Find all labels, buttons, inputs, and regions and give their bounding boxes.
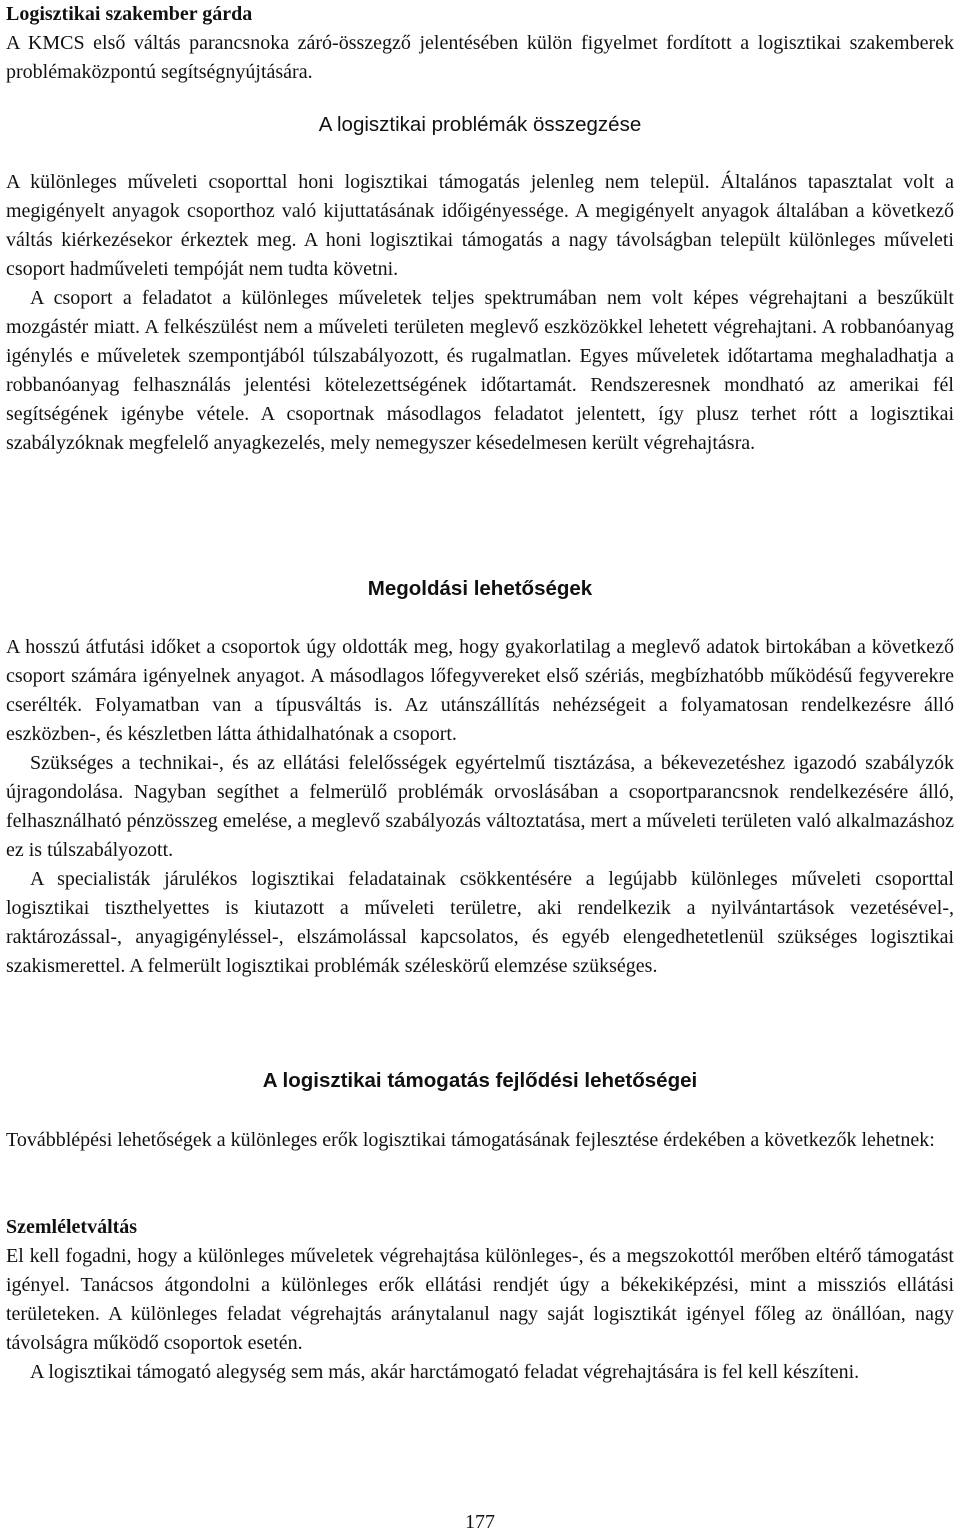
paragraph: A különleges műveleti csoporttal honi logisztikai támogatás jelenleg nem települ. Általános tapasztalat volt a megigényelt anyagok csoporthoz való kijuttatásának időigényessége. A megigényelt anyagok általában a következő váltás kiérkezésekor érkeztek meg. A honi logisztikai támogatás a nagy távolságban települt különleges műveleti csoport hadműveleti tempóját nem tudta követni. [6,171,954,280]
paragraph: Továbblépési lehetőségek a különleges erők logisztikai támogatásának fejlesztése érdekében a következők lehetnek: [6,1129,935,1151]
paragraph: A KMCS első váltás parancsnoka záró-összegző jelentésében külön figyelmet fordított a logisztikai szakemberek problémaközpontú segítségnyújtására. [6,32,954,83]
paragraph: A csoport a feladatot a különleges műveletek teljes spektrumában nem volt képes végrehajtani a beszűkült mozgástér miatt. A felkészülést nem a műveleti területen meglevő eszközökkel lehetett végrehajtani. A robbanóanyag igénylés e műveletek szempontjából túlszabályozott, és rugalmatlan. Egyes műveletek időtartama meghaladhatja a robbanóanyag felhasználás jelentési kötelezettségének időtartamát. Rendszeresnek mondható az amerikai fél segítségének igénybe vétele. A csoportnak másodlagos feladatot jelentett, így plusz terhet rótt a logisztikai szabályzóknak megfelelő anyagkezelés, mely nemegyszer késedelmesen került végrehajtásra. [6,287,954,454]
section-fejlodesi-lehetosegek-heading-wrap [6,1069,954,1093]
section-problemak-osszegzese-heading-wrap [6,113,954,137]
paragraph: A hosszú átfutási időket a csoportok úgy oldották meg, hogy gyakorlatilag a meglevő adatok birtokában a következő csoport számára igényelnek anyagot. A másodlagos lőfegyvereket első szériás, megbízhatóbb működésű fegyverekre cserélték. Folyamatban van a típusváltás is. Az utánszállítás nehézségeit a folyamatosan rendelkezésre álló eszközben-, és készletben látta áthidalhatónak a csoport. [6,636,954,745]
section-problemak-osszegzese [6,168,954,458]
section-heading: Logisztikai szakember gárda [6,3,253,25]
section-megoldasi-lehetosegek [6,633,954,981]
page-number: 177 [465,1511,495,1533]
paragraph: El kell fogadni, hogy a különleges műveletek végrehajtása különleges-, és a megszokottól merőben eltérő támogatást igényel. Tanácsos átgondolni a különleges erők ellátási rendjét úgy a békekiképzési, mint a missziós ellátási területeken. A különleges feladat végrehajtás aránytalanul nagy saját logisztikát igényel főleg az önállóan, nagy távolságra működő csoportok esetén. [6,1245,954,1354]
section-heading: A logisztikai támogatás fejlődési lehetőségei [262,1069,698,1092]
paragraph: A logisztikai támogató alegység sem más, akár harctámogató feladat végrehajtására is fel kell készíteni. [30,1361,860,1383]
section-megoldasi-lehetosegek-heading-wrap [6,577,954,601]
section-heading: Megoldási lehetőségek [367,577,593,600]
section-heading: A logisztikai problémák összegzése [318,113,642,136]
section-fejlodesi-lehetosegek [6,1126,954,1155]
section-heading: Szemléletváltás [6,1216,138,1238]
paragraph: A specialisták járulékos logisztikai feladatainak csökkentésére a legújabb különleges műveleti csoporttal logisztikai tiszthelyettes is kiutazott a műveleti területre, aki rendelkezik a nyilvántartások vezetésével-, raktározással-, anyagigényléssel-, elszámolással kapcsolatos, és egyéb elengedhetetlenül szükséges logisztikai szakismerettel. A felmerült logisztikai problémák széleskörű elemzése szükséges. [6,868,954,977]
section-logisztikai-szakember-garda [6,0,954,87]
paragraph: Szükséges a technikai-, és az ellátási felelősségek egyértelmű tisztázása, a békevezetéshez igazodó szabályzók újragondolása. Nagyban segíthet a felmerülő problémák orvoslásában a csoportparancsnok rendelkezésére álló, felhasználható pénzösszeg emelése, a meglevő szabályozás változtatása, mert a műveleti területen való alkalmazáshoz ez is túlszabályozott. [6,752,954,861]
section-szemleletvaltas [6,1213,954,1387]
